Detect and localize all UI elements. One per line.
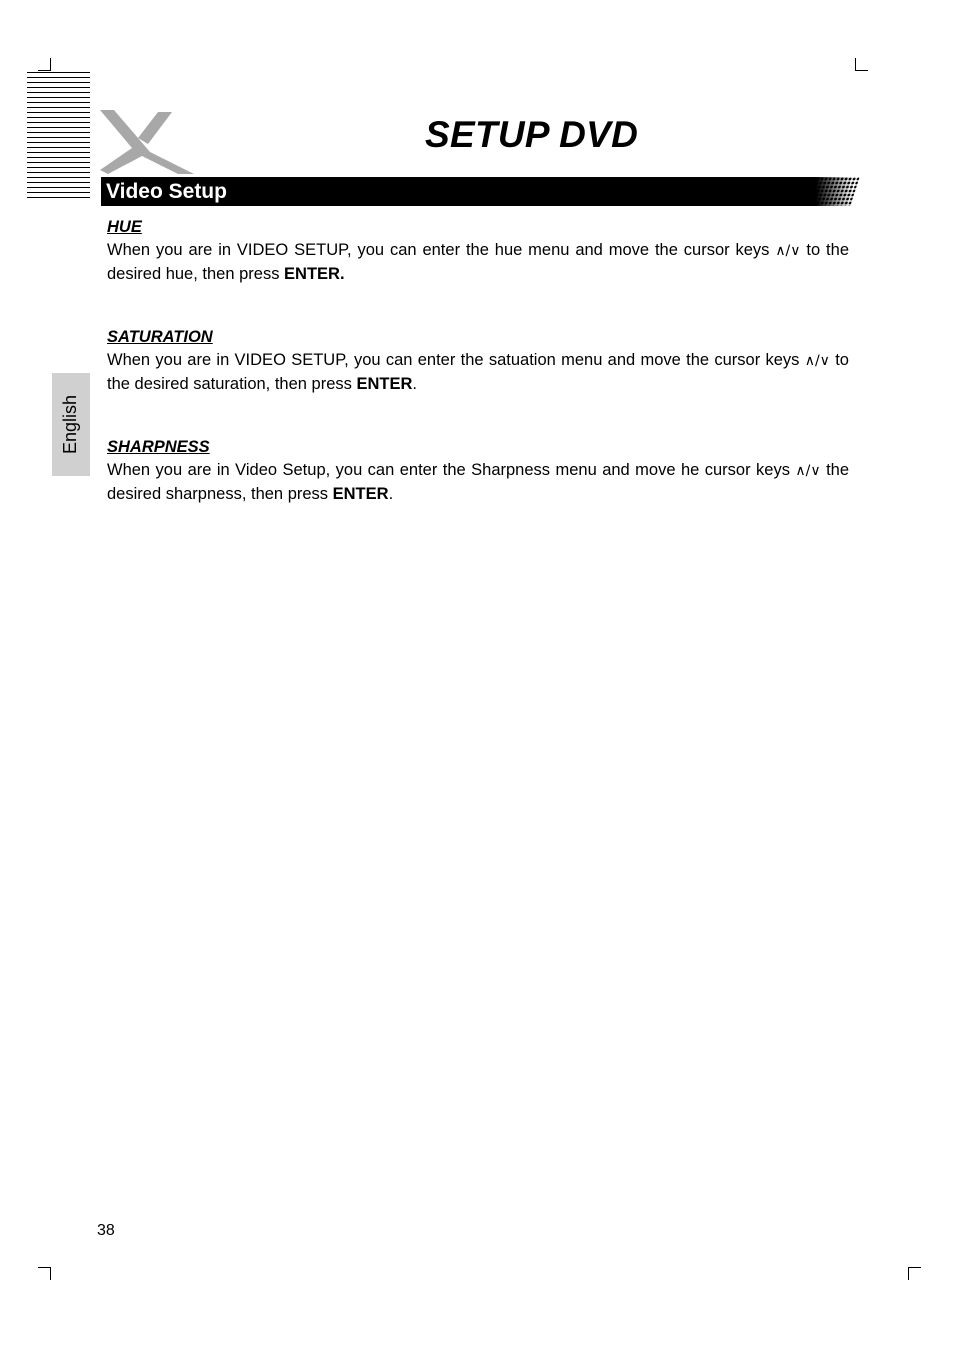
saturation-block	[107, 326, 849, 396]
hue-text-before: When you are in VIDEO SETUP, you can enter the hue menu and move the cursor keys	[107, 241, 776, 259]
saturation-trailing: .	[412, 375, 417, 393]
saturation-heading: SATURATION	[107, 328, 213, 346]
sharpness-text	[107, 459, 849, 506]
saturation-text	[107, 349, 849, 396]
section-title: Video Setup	[106, 180, 227, 203]
crop-mark-top-left	[38, 58, 51, 71]
content	[107, 216, 849, 546]
sharpness-enter-key: ENTER	[332, 485, 389, 503]
crop-mark-bottom-left	[38, 1267, 51, 1280]
cursor-keys-icon: ∧/∨	[775, 243, 801, 259]
saturation-enter-key: ENTER	[356, 375, 413, 393]
sharpness-text-before: When you are in Video Setup, you can enter the Sharpness menu and move he cursor keys	[107, 461, 796, 479]
hue-heading: HUE	[107, 218, 142, 236]
crop-mark-bottom-right	[908, 1267, 921, 1280]
saturation-text-before: When you are in VIDEO SETUP, you can enter the satuation menu and move the cursor keys	[107, 351, 805, 369]
decorative-stripes	[27, 72, 90, 200]
section-bar-dots	[803, 177, 859, 206]
saturation-text-after: to the desired saturation, then press	[107, 351, 849, 393]
page-number: 38	[97, 1222, 115, 1239]
language-tab-label-wrap	[52, 373, 90, 476]
sharpness-block	[107, 436, 849, 506]
sharpness-heading: SHARPNESS	[107, 438, 210, 456]
hue-text	[107, 239, 849, 286]
hue-text-after: to the desired hue, then press	[107, 241, 849, 283]
cursor-keys-icon: ∧/∨	[804, 353, 830, 369]
hue-block	[107, 216, 849, 286]
hue-enter-key: ENTER.	[284, 265, 345, 283]
cursor-keys-icon: ∧/∨	[795, 463, 821, 479]
language-tab-label: English	[60, 394, 81, 455]
sharpness-text-after: the desired sharpness, then press	[107, 461, 850, 503]
brand-logo-icon	[98, 108, 198, 176]
sharpness-trailing: .	[388, 485, 394, 503]
crop-mark-top-right	[855, 58, 868, 71]
page-title: SETUP DVD	[425, 114, 639, 155]
